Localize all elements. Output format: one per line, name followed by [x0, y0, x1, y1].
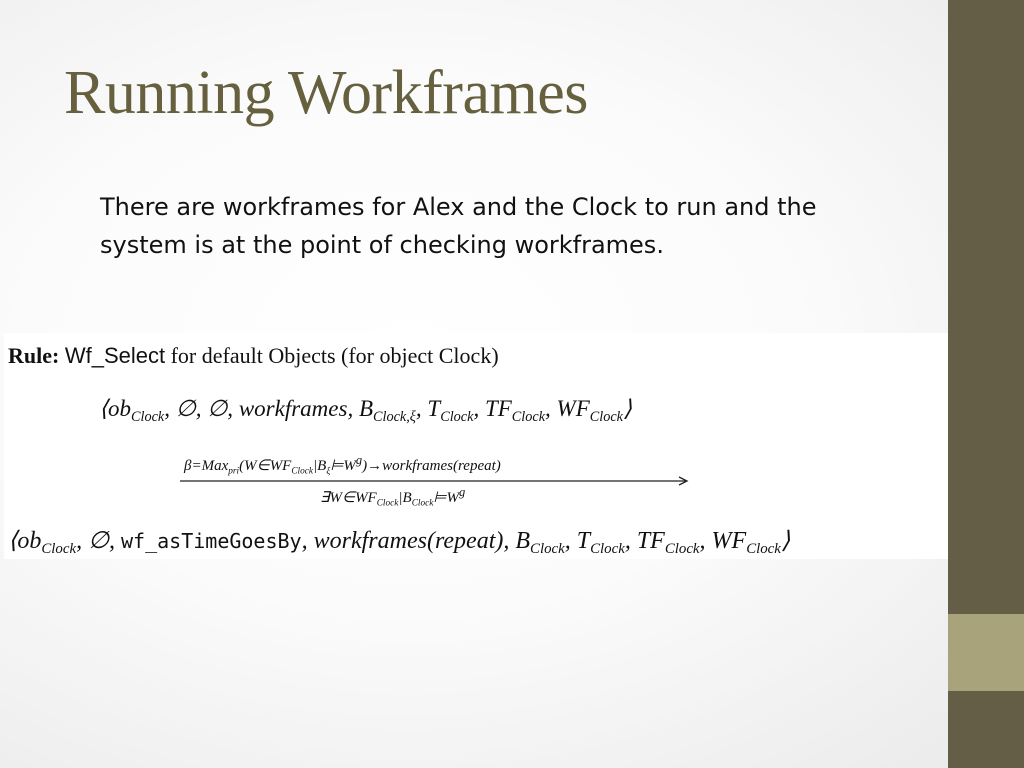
- rule-description: for default Objects (for object Clock): [170, 343, 499, 368]
- rule-label: Rule:: [8, 343, 60, 368]
- formula-image: [4, 333, 948, 559]
- premise: $\beta=Max_{pri}(W\in WF_{Clock}|B_\xi⊨W^g)\to workframes(repeat)$: [184, 453, 501, 477]
- sidebar-accent-block: [948, 614, 1024, 691]
- state-bottom: $⟨ob_{Clock}$, ∅, wf_asTimeGoesBy, workframes(repeat), $B_{Clock}$, $T_{Clock}$, $TF_{Clock}$, $WF_{Clock}⟩$: [8, 528, 791, 558]
- rule-name: Wf_Select: [64, 343, 166, 368]
- body-paragraph: There are workframes for Alex and the Clock to run and the system is at the point of checking workframes.: [100, 193, 817, 259]
- slide-body: [100, 188, 890, 264]
- slide-title: Running Workframes: [64, 59, 588, 127]
- rule-header: [8, 343, 499, 369]
- condition: $\exists W\in WF_{Clock}|B_{Clock}⊨W^g$: [320, 485, 466, 509]
- state-top: $⟨ob_{Clock}$, ∅, ∅, workframes, $B_{Clock,\xi}$, $T_{Clock}$, $TF_{Clock}$, $WF_{Clock}⟩$: [99, 396, 632, 425]
